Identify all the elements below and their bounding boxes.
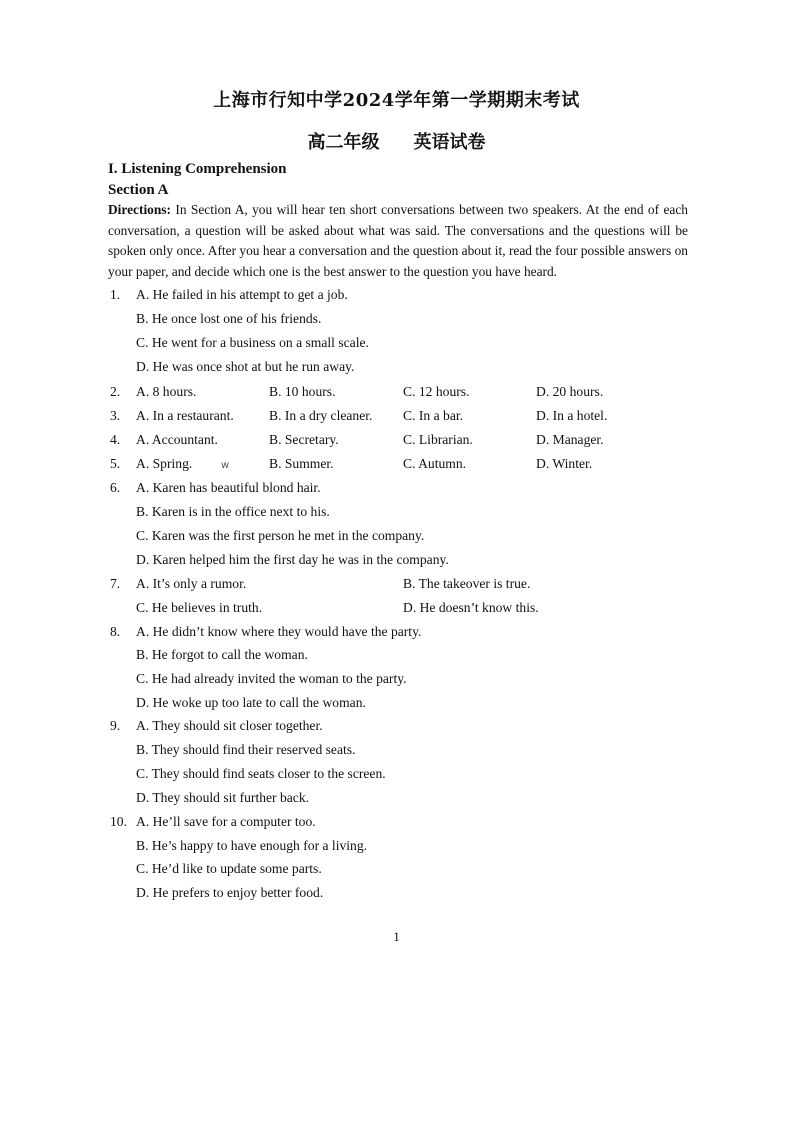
question-option: D. Karen helped him the first day he was in the company.	[136, 552, 449, 567]
question-number: 10.	[110, 814, 127, 829]
question-option: B. He once lost one of his friends.	[136, 311, 322, 326]
question-number: 9.	[110, 718, 121, 733]
question-option: A. 8 hours.	[136, 384, 197, 399]
question-option: A. He’ll save for a computer too.	[136, 814, 316, 829]
directions-paragraph	[108, 200, 688, 282]
question-number: 4.	[110, 432, 121, 447]
question-option: B. Summer.	[269, 456, 334, 471]
question-option: B. In a dry cleaner.	[269, 408, 373, 423]
question-option: D. He woke up too late to call the woman.	[136, 695, 366, 710]
question-option: C. Autumn.	[403, 456, 467, 471]
part-heading: I. Listening Comprehension	[108, 161, 287, 177]
question-option: A. In a restaurant.	[136, 408, 234, 423]
question-option: B. Karen is in the office next to his.	[136, 504, 330, 519]
question-option: B. Secretary.	[269, 432, 339, 447]
question-option: C. 12 hours.	[403, 384, 470, 399]
question-option: C. He’d like to update some parts.	[136, 861, 322, 876]
question-option: A. It’s only a rumor.	[136, 576, 247, 591]
question-option: A. Spring.	[136, 456, 193, 471]
question-option: C. In a bar.	[403, 408, 464, 423]
exam-title: 上海市行知中学2024学年第一学期期末考试	[213, 90, 580, 111]
section-heading: Section A	[108, 182, 169, 198]
question-option: C. Librarian.	[403, 432, 473, 447]
question-option: D. They should sit further back.	[136, 790, 310, 805]
question-option: D. In a hotel.	[536, 408, 608, 423]
page-number: 1	[393, 929, 400, 944]
question-option: C. Karen was the first person he met in the company.	[136, 528, 425, 543]
question-option: D. 20 hours.	[536, 384, 604, 399]
directions-label: Directions:	[108, 202, 171, 217]
question-number: 2.	[110, 384, 121, 399]
question-option: B. He’s happy to have enough for a living.	[136, 838, 368, 853]
grade-label: 高二年级	[307, 132, 380, 153]
question-number: 8.	[110, 624, 121, 639]
question-number: 3.	[110, 408, 121, 423]
question-number: 6.	[110, 480, 121, 495]
question-number: 1.	[110, 287, 121, 302]
question-number: 7.	[110, 576, 121, 591]
stray-pen-mark: w	[221, 460, 230, 471]
question-option: A. Karen has beautiful blond hair.	[136, 480, 321, 495]
question-option: D. Winter.	[536, 456, 593, 471]
question-number: 5.	[110, 456, 121, 471]
question-option: B. They should find their reserved seats.	[136, 742, 356, 757]
exam-subtitle	[0, 128, 793, 154]
question-option: C. He had already invited the woman to the party.	[136, 671, 407, 686]
subject-label: 英语试卷	[413, 132, 486, 153]
question-option: B. He forgot to call the woman.	[136, 647, 308, 662]
question-option: C. They should find seats closer to the screen.	[136, 766, 386, 781]
question-option: B. 10 hours.	[269, 384, 336, 399]
directions-text: In Section A, you will hear ten short conversations between two speakers. At the end of each conversation, a question will be asked about what was said. The conversations and the questions will be spoken only once. After you hear a conversation and the question about it, read the four possible answers on your paper, and decide which one is the best answer to the question you have heard.	[108, 202, 688, 279]
question-option: B. The takeover is true.	[403, 576, 531, 591]
question-option: D. He prefers to enjoy better food.	[136, 885, 324, 900]
question-option: A. He didn’t know where they would have the party.	[136, 624, 422, 639]
question-option: D. Manager.	[536, 432, 604, 447]
question-option: D. He was once shot at but he run away.	[136, 359, 355, 374]
question-option: A. He failed in his attempt to get a job.	[136, 287, 348, 302]
question-option: C. He believes in truth.	[136, 600, 263, 615]
question-option: D. He doesn’t know this.	[403, 600, 539, 615]
question-option: A. Accountant.	[136, 432, 218, 447]
question-option: C. He went for a business on a small scale.	[136, 335, 369, 350]
question-option: A. They should sit closer together.	[136, 718, 323, 733]
